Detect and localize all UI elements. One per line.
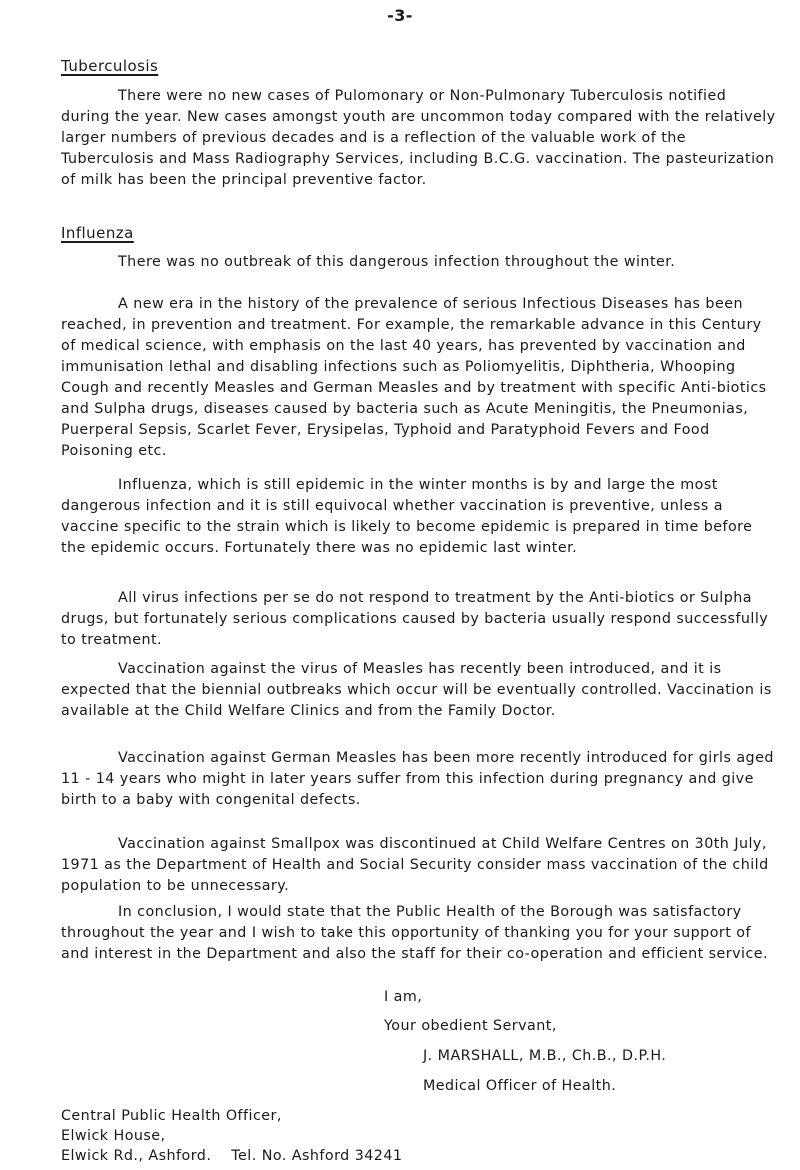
address-block	[61, 1106, 402, 1166]
signature-closing: I am,	[384, 989, 423, 1005]
influenza-paragraph-8: In conclusion, I would state that the Public Health of the Borough was satisfactory throughout the year and I wish to take this opportunity of thanking you for your support of and interest in the Department and also the staff for their co-operation and efficient service.	[61, 904, 768, 962]
influenza-paragraph-3: Influenza, which is still epidemic in the winter months is by and large the most dangerous infection and it is still equivocal whether vaccination is preventive, unless a vaccine specific to the strain which is likely to become epidemic is prepared in time before the epidemic occurs. Fortunately there was no epidemic last winter.	[61, 477, 753, 556]
address-line-3: Elwick Rd., Ashford. Tel. No. Ashford 34241	[61, 1148, 403, 1164]
address-line-2: Elwick House,	[61, 1128, 166, 1144]
influenza-paragraph-4: All virus infections per se do not respond to treatment by the Anti-biotics or Sulpha drugs, but fortunately serious complications caused by bacteria usually respond successfully to treatment.	[61, 590, 769, 648]
tuberculosis-heading: Tuberculosis	[61, 57, 159, 75]
tuberculosis-paragraph: There were no new cases of Pulomonary or Non-Pulmonary Tuberculosis notified during the year. New cases amongst youth are uncommon today compared with the relatively larger numbers of previous decades and is a reflection of the valuable work of the Tuberculosis and Mass Radiography Services, including B.C.G. vaccination. The pasteurization of milk has been the principal preventive factor.	[61, 88, 776, 188]
address-line-1: Central Public Health Officer,	[61, 1108, 282, 1124]
influenza-paragraph-2: A new era in the history of the prevalence of serious Infectious Diseases has been reached, in prevention and treatment. For example, the remarkable advance in this Century of medical science, with emphasis on the last 40 years, has prevented by vaccination and immunisation lethal and disabling infections such as Poliomyelitis, Diphtheria, Whooping Cough and recently Measles and German Measles and by treatment with specific Anti-biotics and Sulpha drugs, diseases caused by bacteria such as Acute Meningitis, the Pneumonias, Puerperal Sepsis, Scarlet Fever, Erysipelas, Typhoid and Paratyphoid Fevers and Food Poisoning etc.	[61, 296, 767, 459]
influenza-paragraph-7: Vaccination against Smallpox was discontinued at Child Welfare Centres on 30th July, 1971 as the Department of Health and Social Security consider mass vaccination of the child population to be unnecessary.	[61, 836, 769, 894]
page-number: -3-	[387, 6, 413, 25]
signature-servant: Your obedient Servant,	[384, 1018, 557, 1034]
influenza-paragraph-6: Vaccination against German Measles has been more recently introduced for girls aged 11 - 14 years who might in later years suffer from this infection during pregnancy and give birth to a baby with congenital defects.	[61, 750, 774, 808]
influenza-paragraph-1: There was no outbreak of this dangerous infection throughout the winter.	[118, 254, 676, 270]
signature-title: Medical Officer of Health.	[423, 1078, 617, 1094]
influenza-heading: Influenza	[61, 224, 134, 242]
signature-name: J. MARSHALL, M.B., Ch.B., D.P.H.	[423, 1048, 667, 1064]
influenza-paragraph-5: Vaccination against the virus of Measles has recently been introduced, and it is expected that the biennial outbreaks which occur will be eventually controlled. Vaccination is available at the Child Welfare Clinics and from the Family Doctor.	[61, 661, 772, 719]
